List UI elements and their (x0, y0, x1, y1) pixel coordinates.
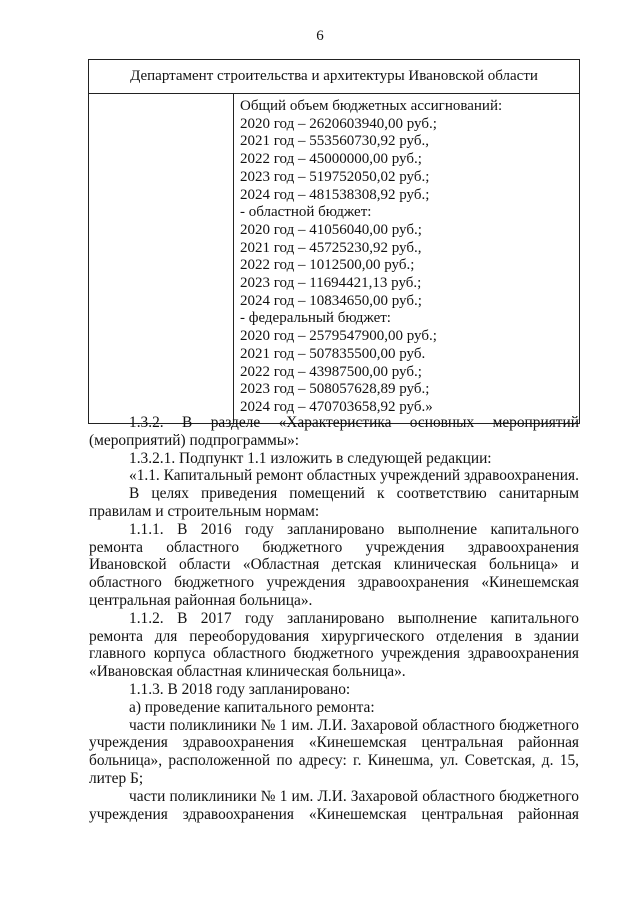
budget-line: 2021 год – 553560730,92 руб., (240, 133, 429, 150)
budget-line: - областной бюджет: (240, 204, 372, 221)
budget-line: 2024 год – 481538308,92 руб.; (240, 186, 430, 203)
budget-line: 2020 год – 2579547900,00 руб.; (240, 328, 437, 345)
page-number: 6 (316, 28, 324, 44)
budget-table (88, 59, 580, 424)
budget-line: 2021 год – 45725230,92 руб., (240, 239, 422, 256)
budget-line: 2023 год – 519752050,02 руб.; (240, 168, 430, 185)
budget-allocations-cell (234, 94, 580, 424)
budget-line: - федеральный бюджет: (240, 310, 391, 327)
document-body (89, 414, 579, 823)
paragraph-clinic-part-2: части поликлиники № 1 им. Л.И. Захаровой областного бюджетного учреждения здравоохранения «Кинешемская центральная районная (89, 787, 579, 823)
department-header: Департамент строительства и архитектуры Ивановской области (89, 60, 580, 94)
budget-line: 2024 год – 10834650,00 руб.; (240, 292, 422, 309)
budget-line: 2022 год – 1012500,00 руб.; (240, 257, 415, 274)
budget-line: 2020 год – 41056040,00 руб.; (240, 221, 422, 238)
budget-line: 2022 год – 45000000,00 руб.; (240, 151, 422, 168)
paragraph-clinic-part-1: части поликлиники № 1 им. Л.И. Захаровой областного бюджетного учреждения здравоохранения «Кинешемская центральная районная больница», расположенной по адресу: г. Кинешма, ул. Советская, д. 15, литер Б; (89, 716, 579, 787)
budget-line: 2024 год – 470703658,92 руб.» (240, 398, 433, 415)
paragraph-item-1-1: «1.1. Капитальный ремонт областных учреждений здравоохранения. (129, 467, 579, 485)
budget-line: 2023 год – 11694421,13 руб.; (240, 275, 422, 292)
budget-line: 2022 год – 43987500,00 руб.; (240, 363, 422, 380)
paragraph-item-1-1-3: 1.1.3. В 2018 году запланировано: (129, 680, 351, 698)
paragraph-subsection-1-3-2-1: 1.3.2.1. Подпункт 1.1 изложить в следующей редакции: (129, 449, 492, 467)
table-row (89, 94, 580, 424)
table-left-cell (89, 94, 234, 424)
paragraph-item-a: а) проведение капитального ремонта: (129, 698, 375, 716)
budget-line: 2020 год – 2620603940,00 руб.; (240, 115, 437, 132)
paragraph-purpose: В целях приведения помещений к соответствию санитарным правилам и строительным нормам: (89, 485, 579, 520)
budget-line: 2021 год – 507835500,00 руб. (240, 345, 426, 362)
budget-line: 2023 год – 508057628,89 руб.; (240, 381, 430, 398)
paragraph-item-1-1-2: 1.1.2. В 2017 году запланировано выполнение капитального ремонта для переоборудования хирургического отделения в здании главного корпуса областного бюджетного учреждения здравоохранения «Ивановская областная клиническая больница». (89, 609, 579, 681)
paragraph-section-1-3-2: 1.3.2. В разделе «Характеристика основных мероприятий (мероприятий) подпрограммы»: (89, 414, 579, 449)
paragraph-item-1-1-1: 1.1.1. В 2016 году запланировано выполнение капитального ремонта областного бюджетного учреждения здравоохранения Ивановской области «Областная детская клиническая больница» и областного бюджетного учреждения здравоохранения «Кинешемская центральная районная больница». (89, 520, 579, 609)
budget-line: Общий объем бюджетных ассигнований: (240, 98, 503, 114)
table-header-row (89, 60, 580, 94)
